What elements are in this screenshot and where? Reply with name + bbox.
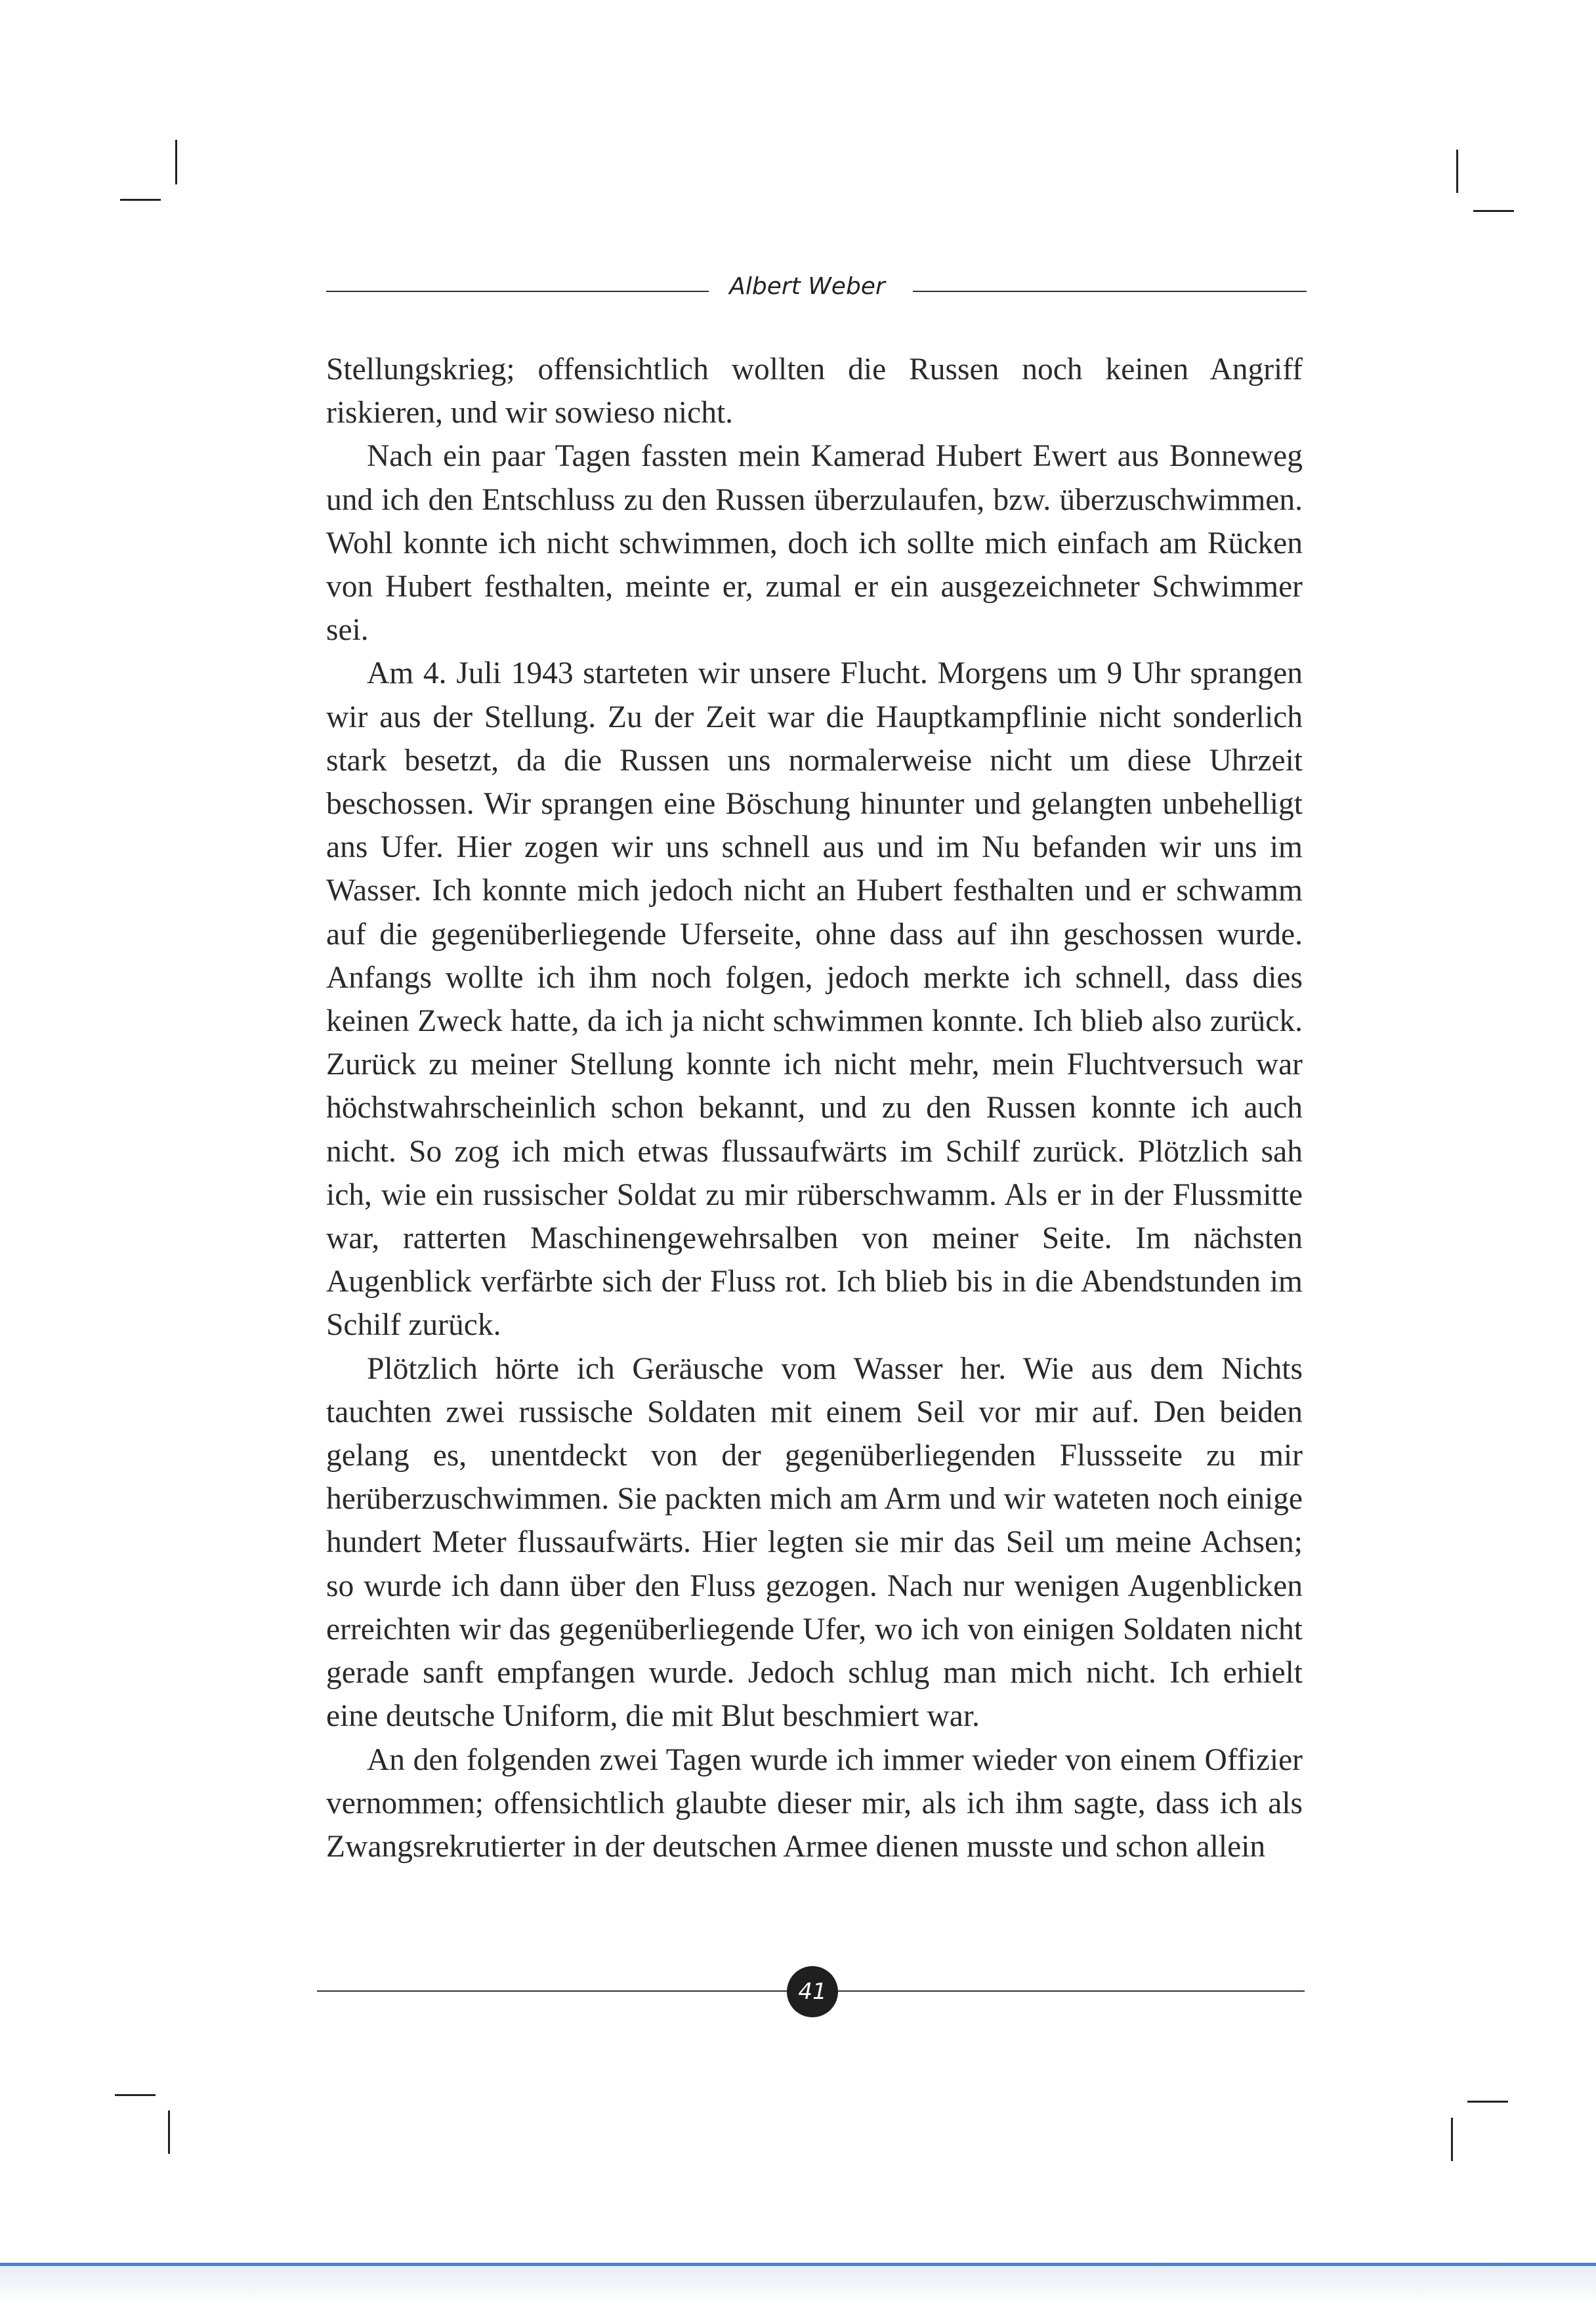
header-rule-left [326,291,709,292]
footer-rule-right [838,1990,1305,1992]
crop-mark-bottom-right-vertical [1451,2118,1453,2161]
crop-mark-top-right-horizontal [1473,210,1514,212]
crop-mark-top-right-vertical [1456,150,1458,193]
paragraph: Stellungskrieg; offensichtlich wollten die Russen noch keinen Angriff riskieren, und wir sowieso nicht. [326,352,1303,430]
running-header-author: Albert Weber [729,273,885,300]
page-number-badge: 41 [787,1966,838,2017]
paragraph: Am 4. Juli 1943 starteten wir unsere Flucht. Morgens um 9 Uhr sprangen wir aus der Stellung. Zu der Zeit war die Hauptkampflinie nicht sonderlich stark besetzt, da die Russen uns normalerweise nicht um diese Uhrzeit beschossen. Wir sprangen eine Böschung hinunter und gelangten unbehelligt ans Ufer. Hier zogen wir uns schnell aus und im Nu befanden wir uns im Wasser. Ich konnte mich jedoch nicht an Hubert festhalten und er schwamm auf die gegenüberliegende Uferseite, ohne dass auf ihn geschossen wurde. Anfangs wollte ich ihm noch folgen, jedoch merkte ich schnell, dass dies keinen Zweck hatte, da ich ja nicht schwimmen konnte. Ich blieb also zurück. Zurück zu meiner Stellung konnte ich nicht mehr, mein Fluchtversuch war höchstwahrscheinlich schon bekannt, und zu den Russen konnte ich auch nicht. So zog ich mich etwas flussaufwärts im Schilf zurück. Plötzlich sah ich, wie ein russischer Soldat zu mir rüberschwamm. Als er in der Flussmitte war, ratterten Maschinengewehrsalben von meiner Seite. Im nächsten Augenblick verfärbte sich der Fluss rot. Ich blieb bis in die Abendstunden im Schilf zurück. [326,656,1303,1343]
scan-edge-shadow [0,2266,1596,2305]
footer-rule-left [317,1990,787,1992]
paragraph: Plötzlich hörte ich Geräusche vom Wasser her. Wie aus dem Nichts tauchten zwei russische Soldaten mit einem Seil vor mir auf. Den beiden gelang es, unentdeckt von der gegenüberliegenden Flussseite zu mir herüberzuschwimmen. Sie packten mich am Arm und wir wateten noch einige hundert Meter flussaufwärts. Hier legten sie mir das Seil um meine Achsen; so wurde ich dann über den Fluss gezogen. Nach nur wenigen Augenblicken erreichten wir das gegenüberliegende Ufer, wo ich von einigen Soldaten nicht gerade sanft empfangen wurde. Jedoch schlug man mich nicht. Ich erhielt eine deutsche Uniform, die mit Blut beschmiert war. [326,1351,1303,1734]
crop-mark-top-left-horizontal [120,199,161,201]
crop-mark-bottom-left-vertical [168,2110,170,2154]
crop-mark-top-left-vertical [175,140,177,184]
paragraph: Nach ein paar Tagen fassten mein Kamerad Hubert Ewert aus Bonneweg und ich den Entschluss zu den Russen überzulaufen, bzw. überzuschwimmen. Wohl konnte ich nicht schwimmen, doch ich sollte mich einfach am Rücken von Hubert festhalten, meinte er, zumal er ein ausgezeichneter Schwimmer sei. [326,439,1303,648]
body-text [326,348,1303,1868]
header-rule-right [913,291,1307,292]
crop-mark-bottom-left-horizontal [115,2094,156,2096]
paragraph: An den folgenden zwei Tagen wurde ich immer wieder von einem Offizier vernommen; offensichtlich glaubte dieser mir, als ich ihm sagte, dass ich als Zwangsrekrutierter in der deutschen Armee dienen musste und schon allein [326,1742,1303,1864]
crop-mark-bottom-right-horizontal [1467,2101,1508,2103]
